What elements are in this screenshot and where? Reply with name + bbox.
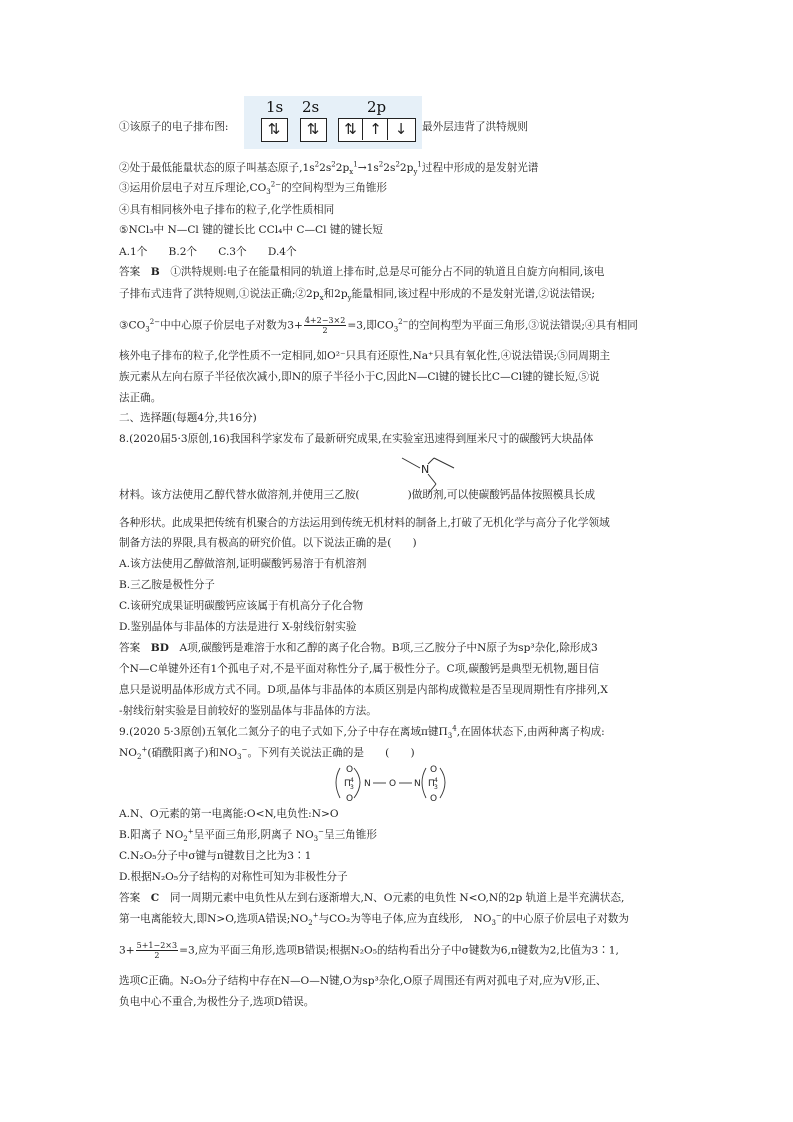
q8-answer-line-3: 息只是说明晶体形成方式不同。D项,晶体与非晶体的本质区别是内部构成微粒是否呈现周期性有序排列,X [119,684,608,696]
svg-text:3: 3 [350,784,354,791]
q9-answer-line-3: 3+ $\frac{5+1-2\times 3}{2}$ =3,应为平面三角形,选项B错误;根据N₂O₅的结构看出分子中σ键数为6,π键数为2,比值为3∶1, [119,941,619,960]
oxygen-atom-label: O [430,765,438,775]
orbital-box-1s [261,118,288,142]
nitrogen-atom-label: N [421,463,430,476]
pi-bond-label: Π [428,779,435,789]
q9-option-d: D.根据N₂O₅分子结构的对称性可知为非极性分子 [119,871,348,883]
svg-text:4: 4 [434,777,438,784]
q8-answer-line-4: -射线衍射实验是目前较好的鉴别晶体与非晶体的方法。 [119,705,377,717]
down-arrow-icon: ↓ [394,120,408,138]
q7-options: A.1个 B.2个 C.3个 D.4个 [119,246,297,258]
oxygen-atom-label: O [346,794,354,804]
q7-answer-line-1: 答案 B ①洪特规则:电子在能量相同的轨道上排布时,总是尽可能分占不同的轨道且自旋方向相同,该电 [119,266,605,278]
q8-option-d: D.鉴别晶体与非晶体的方法是进行 X-射线衍射实验 [119,621,357,633]
oxygen-atom-label: O [346,765,354,775]
q9-option-b: B.阳离子 $NO_2^+$呈平面三角形,阴离子 $NO_3^-$呈三角锥形 [119,827,377,844]
q9-stem-1: 9.(2020 5·3原创)五氧化二氮分子的电子式如下,分子中存在离域π键$\Pi_3^4$,在固体状态下,由两种离子构成: [119,724,605,741]
statement-2: ②处于最低能量状态的原子叫基态原子$,1s^22s^22p_x^1\to 1s^22s^22p_y^1$过程中形成的是发射光谱 [119,160,539,177]
nitrogen-atom-label: N [364,779,371,789]
q8-answer-line-1: 答案 BD A项,碳酸钙是难溶于水和乙醇的离子化合物。B项,三乙胺分子中N原子为sp³杂化,除形成3 [119,642,598,654]
statement-3: ③运用价层电子对互斥理论$,CO_3^{2-}$的空间构型为三角锥形 [119,180,388,197]
fraction: $\frac{5+1-2\times 3}{2}$ [136,941,178,960]
q7-answer-line-2: 子排布式违背了洪特规则,①说法正确$;②2p_x$和$2p_y$能量相同,该过程中形成的不是发射光谱,②说法错误; [119,288,595,303]
q9-option-c: C.N₂O₅分子中σ键与π键数目之比为3∶1 [119,850,312,862]
statement-1-tail: 最外层违背了洪特规则 [422,121,528,133]
svg-text:4: 4 [350,777,354,784]
svg-text:3: 3 [434,784,438,791]
q8-stem-3: 各种形状。此成果把传统有机聚合的方法运用到传统无机材料的制备上,打破了无机化学与高分子化学领域 [119,517,610,529]
oxygen-atom-label: O [389,779,397,789]
spin-pair-arrow-icon: ⇅ [339,119,363,140]
q9-answer-line-2: 第一电离能较大,即N>O,选项A错误$;NO_2^+$与CO₂为等电子体,应为直线形, $NO_3^-$的中心原子价层电子对数为 [119,911,629,928]
pi-bond-label: Π [344,779,351,789]
nitrogen-atom-label: N [414,779,421,789]
up-arrow-icon: ↑ [364,119,388,140]
q9-stem-2: $NO_2^+$(硝酰阳离子)和$NO_3^-$。下列有关说法正确的是 ( ) [119,745,415,762]
q8-stem-2: 材料。该方法使用乙醇代替水做溶剂,并使用三乙胺( )做助剂,可以使碳酸钙晶体按照模具长成 [119,489,596,501]
orbital-box-2s [300,118,327,142]
orbital-label-2s: 2s [302,98,320,116]
q9-answer-line-4: 选项C正确。N₂O₅分子结构中存在N—O—N键,O为sp³杂化,O原子周围还有两对孤电子对,应为V形,正、 [119,975,607,987]
statement-5: ⑤NCl₃中 N—Cl 键的键长比 CCl₄中 C—Cl 键的键长短 [119,224,383,236]
q7-answer-line-3: $③CO_3^{2-}$中中心原子价层电子对数为3+ $\frac{4+2-3\times 2}{2}$ =3,即$CO_3^{2-}$的空间构型为平面三角形,③说法错误;④具有相同 [119,316,638,335]
q8-answer-line-2: 个N—C单键外还有1个孤电子对,不是平面对称性分子,属于极性分子。C项,碳酸钙是典型无机物,题目信 [119,663,600,675]
orbital-box-2p [338,118,416,142]
q8-option-b: B.三乙胺是极性分子 [119,579,215,591]
q9-answer-line-5: 负电中心不重合,为极性分子,选项D错误。 [119,996,315,1008]
q8-option-a: A.该方法使用乙醇做溶剂,证明碳酸钙易溶于有机溶剂 [119,558,367,570]
spin-pair-arrow-icon: ⇅ [267,120,281,138]
q7-answer-line-5: 族元素从左向右原子半径依次减小,即N的原子半径小于C,因此N—Cl键的键长比C—Cl键的键长短,⑤说 [119,371,600,383]
q7-answer-line-4: 核外电子排布的粒子,化学性质不一定相同,如O²⁻只具有还原性,Na⁺只具有氧化性,④说法错误;⑤同周期主 [119,350,611,362]
fraction: $\frac{4+2-3\times 2}{2}$ [304,316,346,335]
oxygen-atom-label: O [430,794,438,804]
orbital-label-2p: 2p [367,98,387,116]
q7-answer-line-6: 法正确。 [119,392,162,404]
spin-pair-arrow-icon: ⇅ [306,120,320,138]
q8-stem-1: 8.(2020届5·3原创,16)我国科学家发布了最新研究成果,在实验室迅速得到厘米尺寸的碳酸钙大块晶体 [119,433,594,445]
q8-stem-4: 制备方法的界限,具有极高的研究价值。以下说法正确的是( ) [119,537,417,549]
q8-option-c: C.该研究成果证明碳酸钙应该属于有机高分子化合物 [119,600,364,612]
q9-option-a: A.N、O元素的第一电离能:O<N,电负性:N>O [119,808,339,820]
statement-4: ④具有相同核外电子排布的粒子,化学性质相同 [119,204,335,216]
statement-1-text: ①该原子的电子排布图: [119,121,229,133]
section-heading: 二、选择题(每题4分,共16分) [119,412,257,424]
n2o5-electron-structure [326,762,466,804]
statement-1 [119,121,229,134]
orbital-diagram [244,96,422,149]
orbital-label-1s: 1s [266,98,284,116]
q9-answer-line-1: 答案 C 同一周期元素中电负性从左到右逐渐增大,N、O元素的电负性 N<O,N的2p 轨道上是半充满状态, [119,892,625,904]
